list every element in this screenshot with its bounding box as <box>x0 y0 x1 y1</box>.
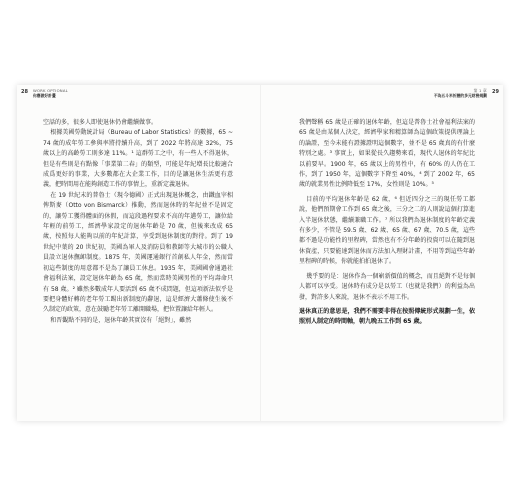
paragraph: 幾乎要的是：退休作為一個嶄新價值的概念，而且絕對不是每個人都可以享受。退休時有成分是以勞工（也就是我們）的利益為出發，對許多人來說，退休不表示不用工作。 <box>299 272 475 301</box>
bold-text: 退休真正的意思是，我們不需要非得在按照傳統形式規劃一生，依照別人制定的時間軸，朝九晚五工作到 65 歲。 <box>299 307 475 326</box>
page-number: 29 <box>492 89 499 95</box>
paragraph: 目前的平均退休年齡是 62 歲，⁶ 但近四分之三的現任勞工都說，他們預期會工作到 65 歲之後，三分之二的人則說這個打算進入半退休狀態，繼續兼職工作。⁷ 所以我們為退休制度的年齡定義有多少，不管是 59.5 歲、62 歲、65 歲、67 歲、70.5 歲，這些都不過是功能性的里程碑，當然也有不分年齡的投資可以在隨到退休資產，只要能達到退休而方法加入理財計畫，不用等到這些年齡里程碑的時候，你就能拍拍退休了。 <box>299 195 475 266</box>
running-header <box>33 88 68 98</box>
page-body <box>43 118 233 326</box>
book-spread <box>17 85 503 421</box>
right-page <box>261 85 503 421</box>
left-page <box>17 85 260 421</box>
paragraph: 在 19 世紀末的普魯士（現今德國）正式出現退休概念，由鐵血宰相俾斯麥（Otto von Bismarck）推動，然而退休時的年紀並不是固定的，讓勞工獲得體面的休假，而這段過程要求不高的年邁勞工，讓位給年輕的前勞工，經濟學家設定的退休年齡是 70 歲，但後來改成 65 歲，按照每人能夠以前的年紀計算，享受到退休制度的對待。到了 19 世紀中葉的 20 世紀初，美國為軍人及消防員和教師等大城市的公職人員設立退休撫卹制度。1875 年，美國運通銀行首創私人年金，然而當初這些制度的用意都不是為了讓員工休息。1935 年，美國國會通過社會福利法案，設定退休年齡為 65 歲，然而當時美國男性的平均壽命只有 58 歲。² 雖然多數成年人要活到 65 歲不成問題，但這項新法似乎是要把身體好轉的老年勞工踢出新制度的辭退，這是經濟大蕭條使生後不久制定的政策，意在鼓勵老年勞工離開職場，把位置讓給年輕人。 <box>43 191 233 314</box>
paragraph-emphasis <box>299 307 475 328</box>
paragraph: 和晋觀點不同的是，退休年齡其實沒有「絕對」，雖然 <box>50 316 192 324</box>
paragraph: 空話的多，很多人即使退休仍會繼續做事。 <box>43 119 158 126</box>
page-number: 28 <box>21 89 28 95</box>
paragraph: 我們聲稱 65 歲是正確的退休年齡，但這是普魯士社會福利法案的 65 歲是由某個人決定，經濟學家和精算師為這個政策提供理論上的論證，至今未能有證據證明這個數字，並不是 65 歲真的有什麼特別之處。³ 事實上，如果從長久趨勢來看，現代人退休的年紀比以前要早。1900 年，65 歲以上的男性中，有 60% 的人仍在工作，到了 1950 年，這個數字下降至 40%，⁴ 到了 2002 年，65 歲的就業男性比例降低至 17%，女性則是 10%。⁵ <box>299 119 475 189</box>
running-header-zh: 你應做好計畫 <box>33 93 56 98</box>
running-header-zh: 不為五斗米折腰的多元財務規劃 <box>433 93 487 98</box>
running-header-en: WORK OPTIONAL <box>33 88 68 93</box>
paragraph: 根據美國勞動統計局（Bureau of Labor Statistics）的數據，65 ~ 74 歲的成年勞工參與率將持續升高，到了 2022 年將高達 32%，75 歲以上的高齡勞工則多達 11%。¹ 這群勞工之中，有一些人不得退休，但是有些則是有點像「事業第二春」的類型，可能是年紀增長比較適合成爲更好的事業，大多數都在大企業工作，目的是讓退休生活更有意義，把時間用在能夠創造工作的事情上，重新定義退休。 <box>43 129 233 189</box>
page-body <box>299 118 475 328</box>
running-header-chapter: 第 1 章 <box>473 88 487 93</box>
running-header <box>434 88 487 98</box>
